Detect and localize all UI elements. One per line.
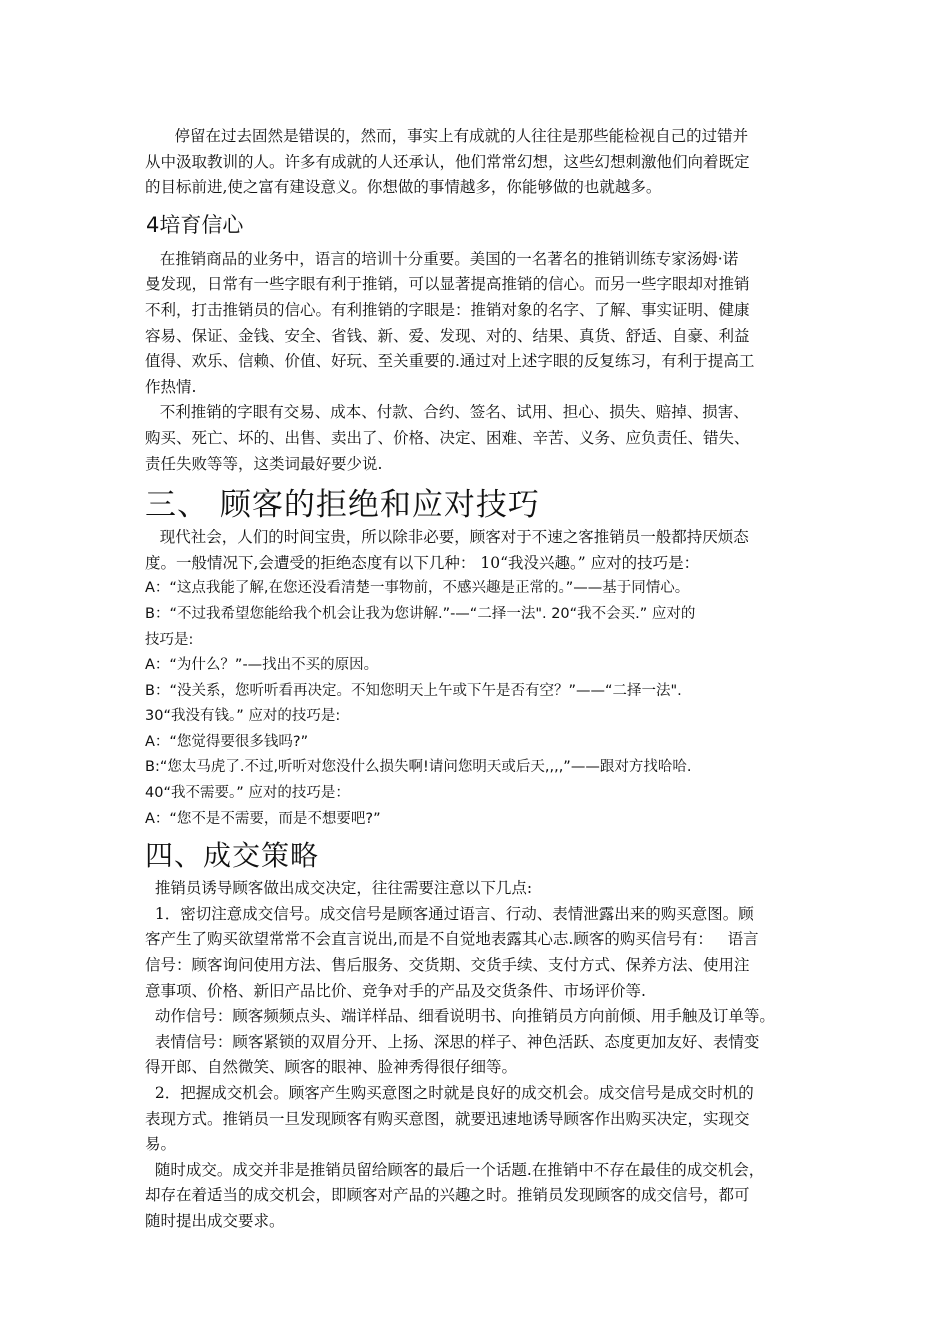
section3-body <box>145 525 813 832</box>
text-line: B：“不过我希望您能给我个机会让我为您讲解.”-—“二择一法". 20“我不会买.” 应对的 <box>145 605 696 622</box>
text-line: 推销员诱导顾客做出成交决定，往往需要注意以下几点: <box>145 879 533 898</box>
text-line: 责任失败等等，这类词最好要少说. <box>145 454 383 473</box>
text-line: B：“没关系，您听听看再决定。不知您明天上午或下午是否有空？”——“二择一法". <box>145 682 682 699</box>
text-line: 停留在过去固然是错误的，然而，事实上有成就的人往往是那些能检视自己的过错并 <box>145 127 749 145</box>
text-line: B:“您太马虎了.不过,听听对您没什么损失啊!请问您明天或后天,,,,”——跟对方找哈哈. <box>145 759 692 776</box>
text-line: 值得、欢乐、信赖、价值、好玩、至关重要的.通过对上述字眼的反复练习，有利于提高工 <box>145 352 755 371</box>
text-line: 动作信号：顾客频频点头、端详样品、细看说明书、向推销员方向前倾、用手触及订单等。 <box>145 1007 775 1026</box>
section4-paragraph-1 <box>145 247 813 401</box>
text-line: 不利推销的字眼有交易、成本、付款、合约、签名、试用、担心、损失、赔掉、损害、 <box>145 403 749 422</box>
text-line: 随时成交。成交并非是推销员留给顾客的最后一个话题.在推销中不存在最佳的成交机会， <box>145 1160 765 1179</box>
text-line: 从中汲取教训的人。许多有成就的人还承认，他们常常幻想，这些幻想刺激他们向着既定 <box>145 152 750 171</box>
text-line: 1．密切注意成交信号。成交信号是顾客通过语言、行动、表情泄露出来的购买意图。顾 <box>145 904 754 923</box>
section-heading-3: 三、 顾客的拒绝和应对技巧 <box>145 487 540 524</box>
section-heading-four: 四、成交策略 <box>145 839 320 873</box>
text-line: 信号：顾客询问使用方法、售后服务、交货期、交货手续、支付方式、保养方法、使用注 <box>145 956 750 975</box>
text-line: 技巧是: <box>145 631 194 648</box>
text-line: 30“我没有钱。” 应对的技巧是: <box>145 708 341 725</box>
text-line: 得开郎、自然微笑、顾客的眼神、脸神秀得很仔细等。 <box>145 1058 518 1077</box>
section-heading-4: 4培育信心 <box>146 212 244 237</box>
text-line: 40“我不需要。” 应对的技巧是： <box>145 785 350 802</box>
intro-paragraph <box>145 124 813 201</box>
text-line: 表情信号：顾客紧锁的双眉分开、上扬、深思的样子、神色活跃、态度更加友好、表情变 <box>145 1032 760 1051</box>
text-line: 容易、保证、金钱、安全、省钱、新、爱、发现、对的、结果、真货、舒适、自豪、利益 <box>145 326 750 345</box>
text-line: 意事项、价格、新旧产品比价、竞争对手的产品及交货条件、市场评价等. <box>145 981 646 1000</box>
text-line: 在推销商品的业务中，语言的培训十分重要。美国的一名著名的推销训练专家汤姆·诺 <box>145 249 739 268</box>
section-four-body <box>145 876 813 1234</box>
section4-paragraph-2 <box>145 400 813 477</box>
text-line: 却存在着适当的成交机会，即顾客对产品的兴趣之时。推销员发现顾客的成交信号，都可 <box>145 1186 750 1205</box>
text-line: 度。一般情况下,会遭受的拒绝态度有以下几种： 10“我没兴趣。” 应对的技巧是： <box>145 553 700 572</box>
text-line: 随时提出成交要求。 <box>145 1211 285 1230</box>
text-line: 不利，打击推销员的信心。有利推销的字眼是：推销对象的名字、了解、事实证明、健康 <box>145 300 750 319</box>
text-line: A：“您不是不需要，而是不想要吧?” <box>145 810 381 827</box>
text-line: 的目标前进,使之富有建设意义。你想做的事情越多，你能够做的也就越多。 <box>145 178 662 197</box>
text-line: A：“这点我能了解,在您还没看清楚一事物前，不感兴趣是正常的。”——基于同情心。 <box>145 580 690 597</box>
text-line: 购买、死亡、坏的、出售、卖出了、价格、决定、困难、辛苦、义务、应负责任、错失、 <box>145 428 750 447</box>
text-line: 2．把握成交机会。顾客产生购买意图之时就是良好的成交机会。成交信号是成交时机的 <box>145 1084 754 1102</box>
text-line: 现代社会，人们的时间宝贵，所以除非必要，顾客对于不速之客推销员一般都持厌烦态 <box>145 528 749 547</box>
text-line: 易。 <box>145 1135 177 1154</box>
page-content <box>145 124 813 1235</box>
text-line: A：“为什么？”-—找出不买的原因。 <box>145 657 379 674</box>
text-line: 表现方式。推销员一旦发现顾客有购买意图，就要迅速地诱导顾客作出购买决定，实现交 <box>145 1109 750 1128</box>
text-line: 曼发现，日常有一些字眼有利于推销，可以显著提高推销的信心。而另一些字眼却对推销 <box>145 275 750 294</box>
text-line: 客产生了购买欲望常常不会直言说出,而是不自觉地表露其心志.顾客的购买信号有： 语言 <box>145 930 759 949</box>
text-line: A：“您觉得要很多钱吗?” <box>145 733 309 750</box>
text-line: 作热情. <box>145 377 197 396</box>
